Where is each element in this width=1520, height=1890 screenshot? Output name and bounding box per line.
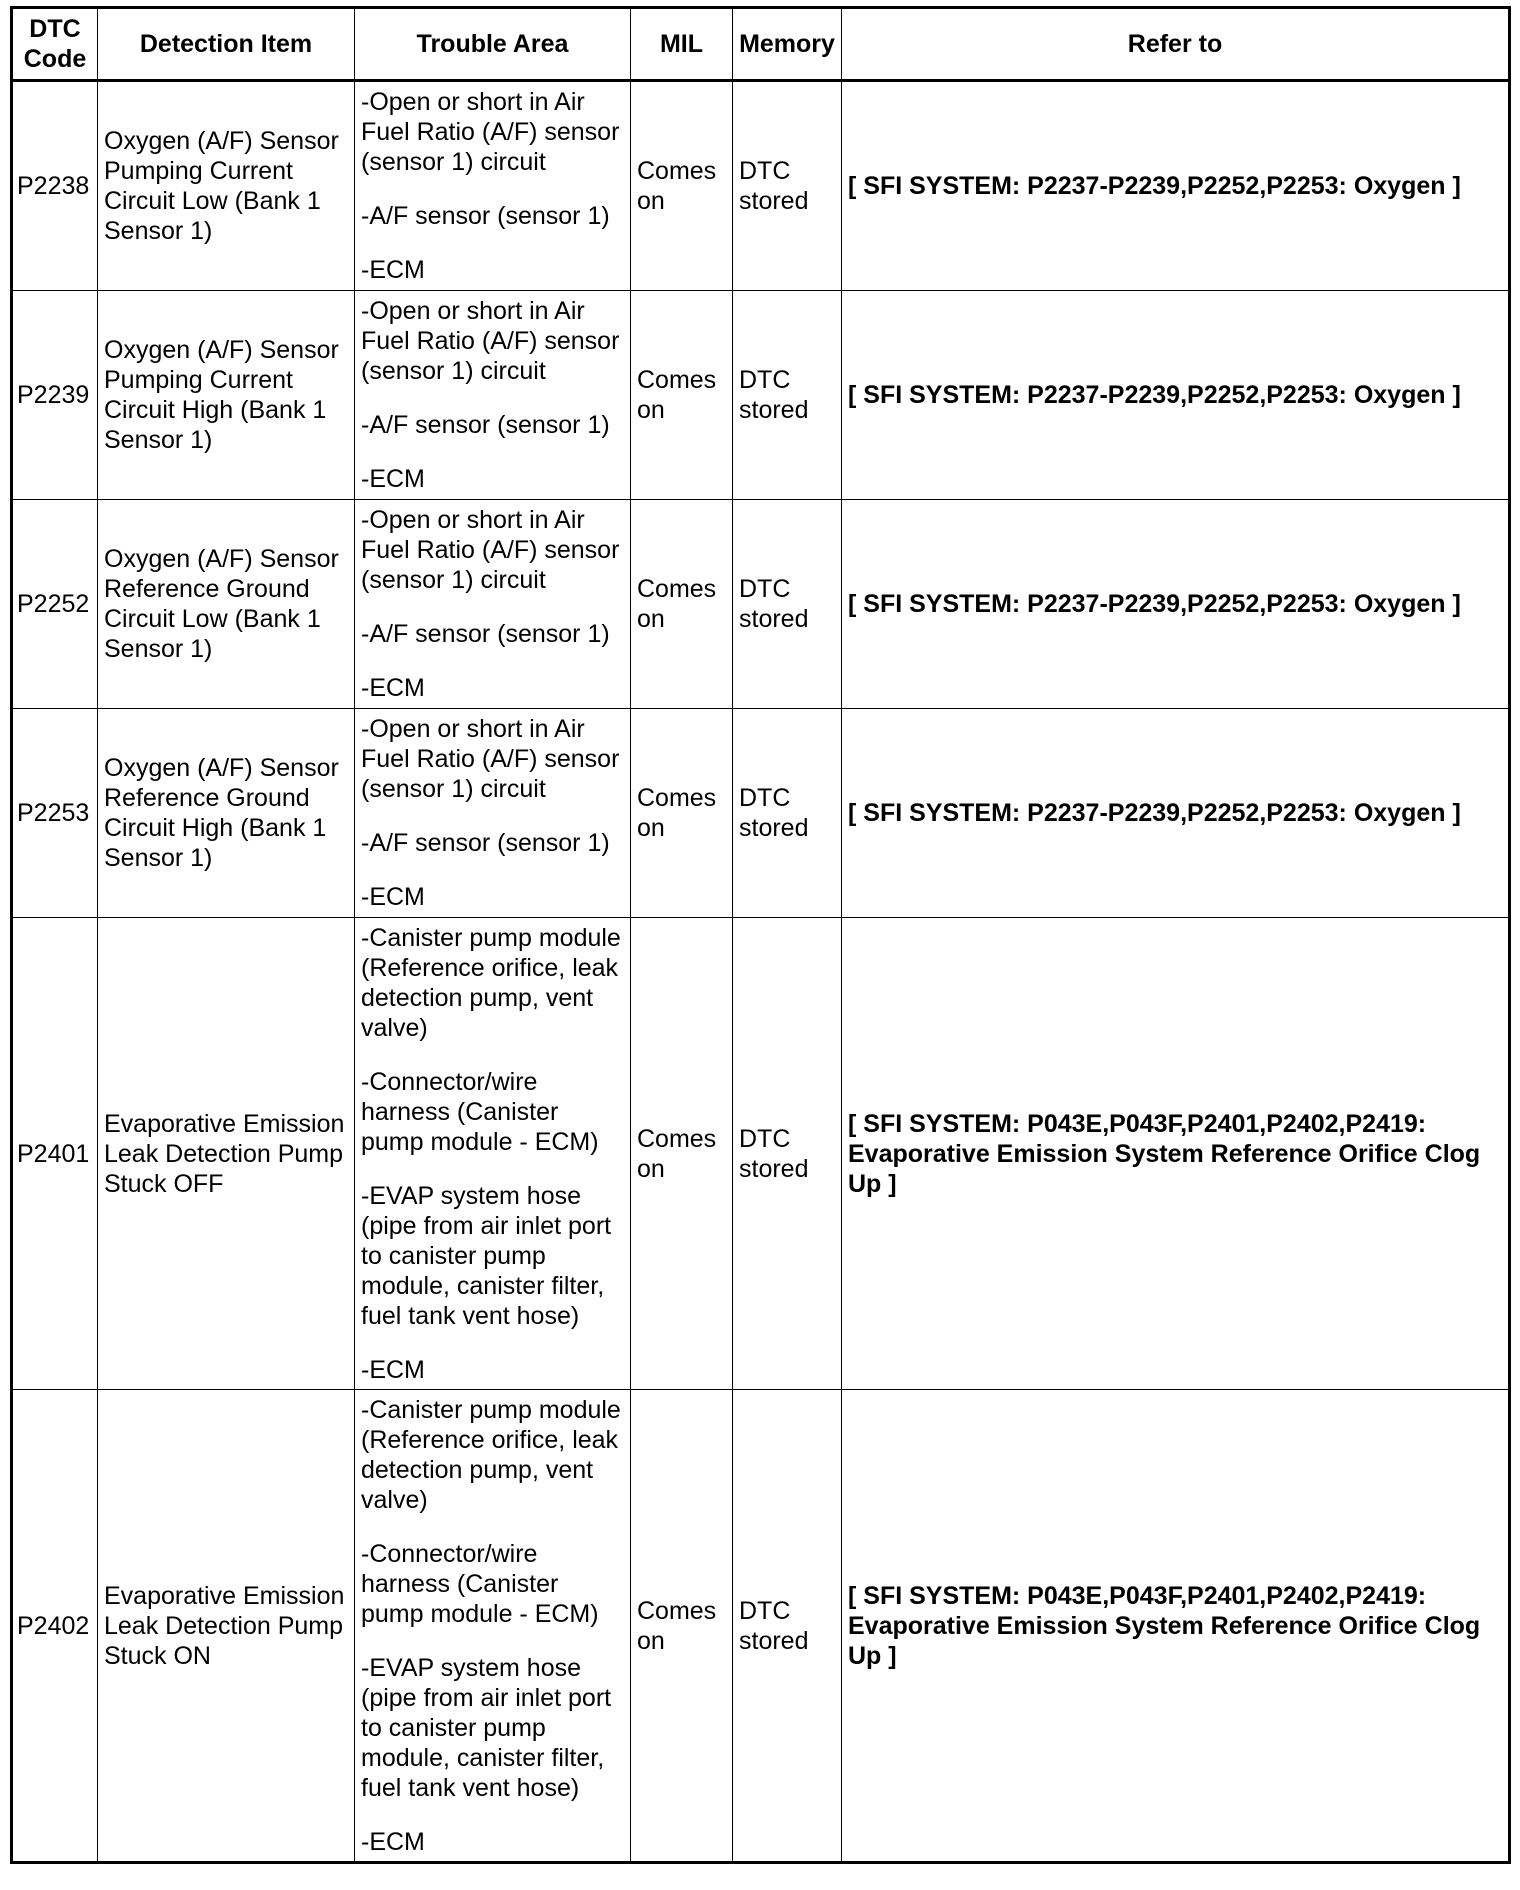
detection-item: Oxygen (A/F) Sensor Reference Ground Circuit Low (Bank 1 Sensor 1) [98,500,355,709]
detection-item: Oxygen (A/F) Sensor Pumping Current Circuit High (Bank 1 Sensor 1) [98,291,355,500]
trouble-area-item: -ECM [361,883,425,911]
trouble-area [355,1390,631,1863]
memory-status: DTC stored [733,1390,842,1863]
trouble-area [355,500,631,709]
mil-status: Comes on [631,291,733,500]
header-refer-to: Refer to [842,8,1510,81]
refer-to: [ SFI SYSTEM: P2237-P2239,P2252,P2253: Oxygen ] [842,291,1510,500]
trouble-area-item: -Open or short in Air Fuel Ratio (A/F) sensor (sensor 1) circuit [361,715,620,803]
trouble-area-item: -A/F sensor (sensor 1) [361,829,610,857]
detection-item: Evaporative Emission Leak Detection Pump Stuck OFF [98,918,355,1390]
refer-to: [ SFI SYSTEM: P043E,P043F,P2401,P2402,P2419: Evaporative Emission System Reference Orifice Clog Up ] [842,918,1510,1390]
trouble-area-item: -Open or short in Air Fuel Ratio (A/F) sensor (sensor 1) circuit [361,88,620,176]
detection-item: Oxygen (A/F) Sensor Reference Ground Circuit High (Bank 1 Sensor 1) [98,709,355,918]
header-memory: Memory [733,8,842,81]
trouble-area-item: -ECM [361,465,425,493]
trouble-area [355,918,631,1390]
mil-status: Comes on [631,81,733,291]
memory-status: DTC stored [733,918,842,1390]
refer-to: [ SFI SYSTEM: P043E,P043F,P2401,P2402,P2419: Evaporative Emission System Reference Orifice Clog Up ] [842,1390,1510,1863]
header-detection-item: Detection Item [98,8,355,81]
memory-status: DTC stored [733,81,842,291]
table-row [12,1390,1510,1863]
memory-status: DTC stored [733,709,842,918]
trouble-area-item: -A/F sensor (sensor 1) [361,620,610,648]
trouble-area-item: -ECM [361,674,425,702]
dtc-table [10,6,1511,1864]
table-row [12,918,1510,1390]
dtc-code: P2401 [12,918,98,1390]
refer-to: [ SFI SYSTEM: P2237-P2239,P2252,P2253: Oxygen ] [842,709,1510,918]
dtc-code: P2239 [12,291,98,500]
dtc-code: P2252 [12,500,98,709]
refer-to: [ SFI SYSTEM: P2237-P2239,P2252,P2253: Oxygen ] [842,500,1510,709]
trouble-area-item: -EVAP system hose (pipe from air inlet port to canister pump module, canister filter, fuel tank vent hose) [361,1181,612,1330]
trouble-area-item: -A/F sensor (sensor 1) [361,202,610,230]
trouble-area-item: -ECM [361,1827,425,1856]
mil-status: Comes on [631,918,733,1390]
dtc-code: P2402 [12,1390,98,1863]
memory-status: DTC stored [733,500,842,709]
trouble-area-item: -Connector/wire harness (Canister pump module - ECM) [361,1539,599,1628]
trouble-area [355,709,631,918]
dtc-table-container [10,6,1508,1864]
trouble-area-item: -Canister pump module (Reference orifice, leak detection pump, vent valve) [361,1395,621,1514]
trouble-area-item: -ECM [361,256,425,284]
trouble-area [355,291,631,500]
header-mil: MIL [631,8,733,81]
trouble-area-item: -Canister pump module (Reference orifice, leak detection pump, vent valve) [361,923,621,1042]
trouble-area [355,81,631,291]
refer-to: [ SFI SYSTEM: P2237-P2239,P2252,P2253: Oxygen ] [842,81,1510,291]
trouble-area-item: -EVAP system hose (pipe from air inlet port to canister pump module, canister filter, fuel tank vent hose) [361,1653,612,1802]
trouble-area-item: -Open or short in Air Fuel Ratio (A/F) sensor (sensor 1) circuit [361,297,620,385]
trouble-area-item: -A/F sensor (sensor 1) [361,411,610,439]
mil-status: Comes on [631,500,733,709]
trouble-area-item: -ECM [361,1355,425,1384]
dtc-code: P2253 [12,709,98,918]
trouble-area-item: -Connector/wire harness (Canister pump module - ECM) [361,1067,599,1156]
table-row [12,500,1510,709]
table-row [12,709,1510,918]
trouble-area-item: -Open or short in Air Fuel Ratio (A/F) sensor (sensor 1) circuit [361,506,620,594]
table-header-row [12,8,1510,81]
mil-status: Comes on [631,1390,733,1863]
mil-status: Comes on [631,709,733,918]
header-trouble-area: Trouble Area [355,8,631,81]
detection-item: Oxygen (A/F) Sensor Pumping Current Circuit Low (Bank 1 Sensor 1) [98,81,355,291]
memory-status: DTC stored [733,291,842,500]
header-dtc-code: DTC Code [12,8,98,81]
detection-item: Evaporative Emission Leak Detection Pump Stuck ON [98,1390,355,1863]
table-row [12,291,1510,500]
table-row [12,81,1510,291]
dtc-code: P2238 [12,81,98,291]
